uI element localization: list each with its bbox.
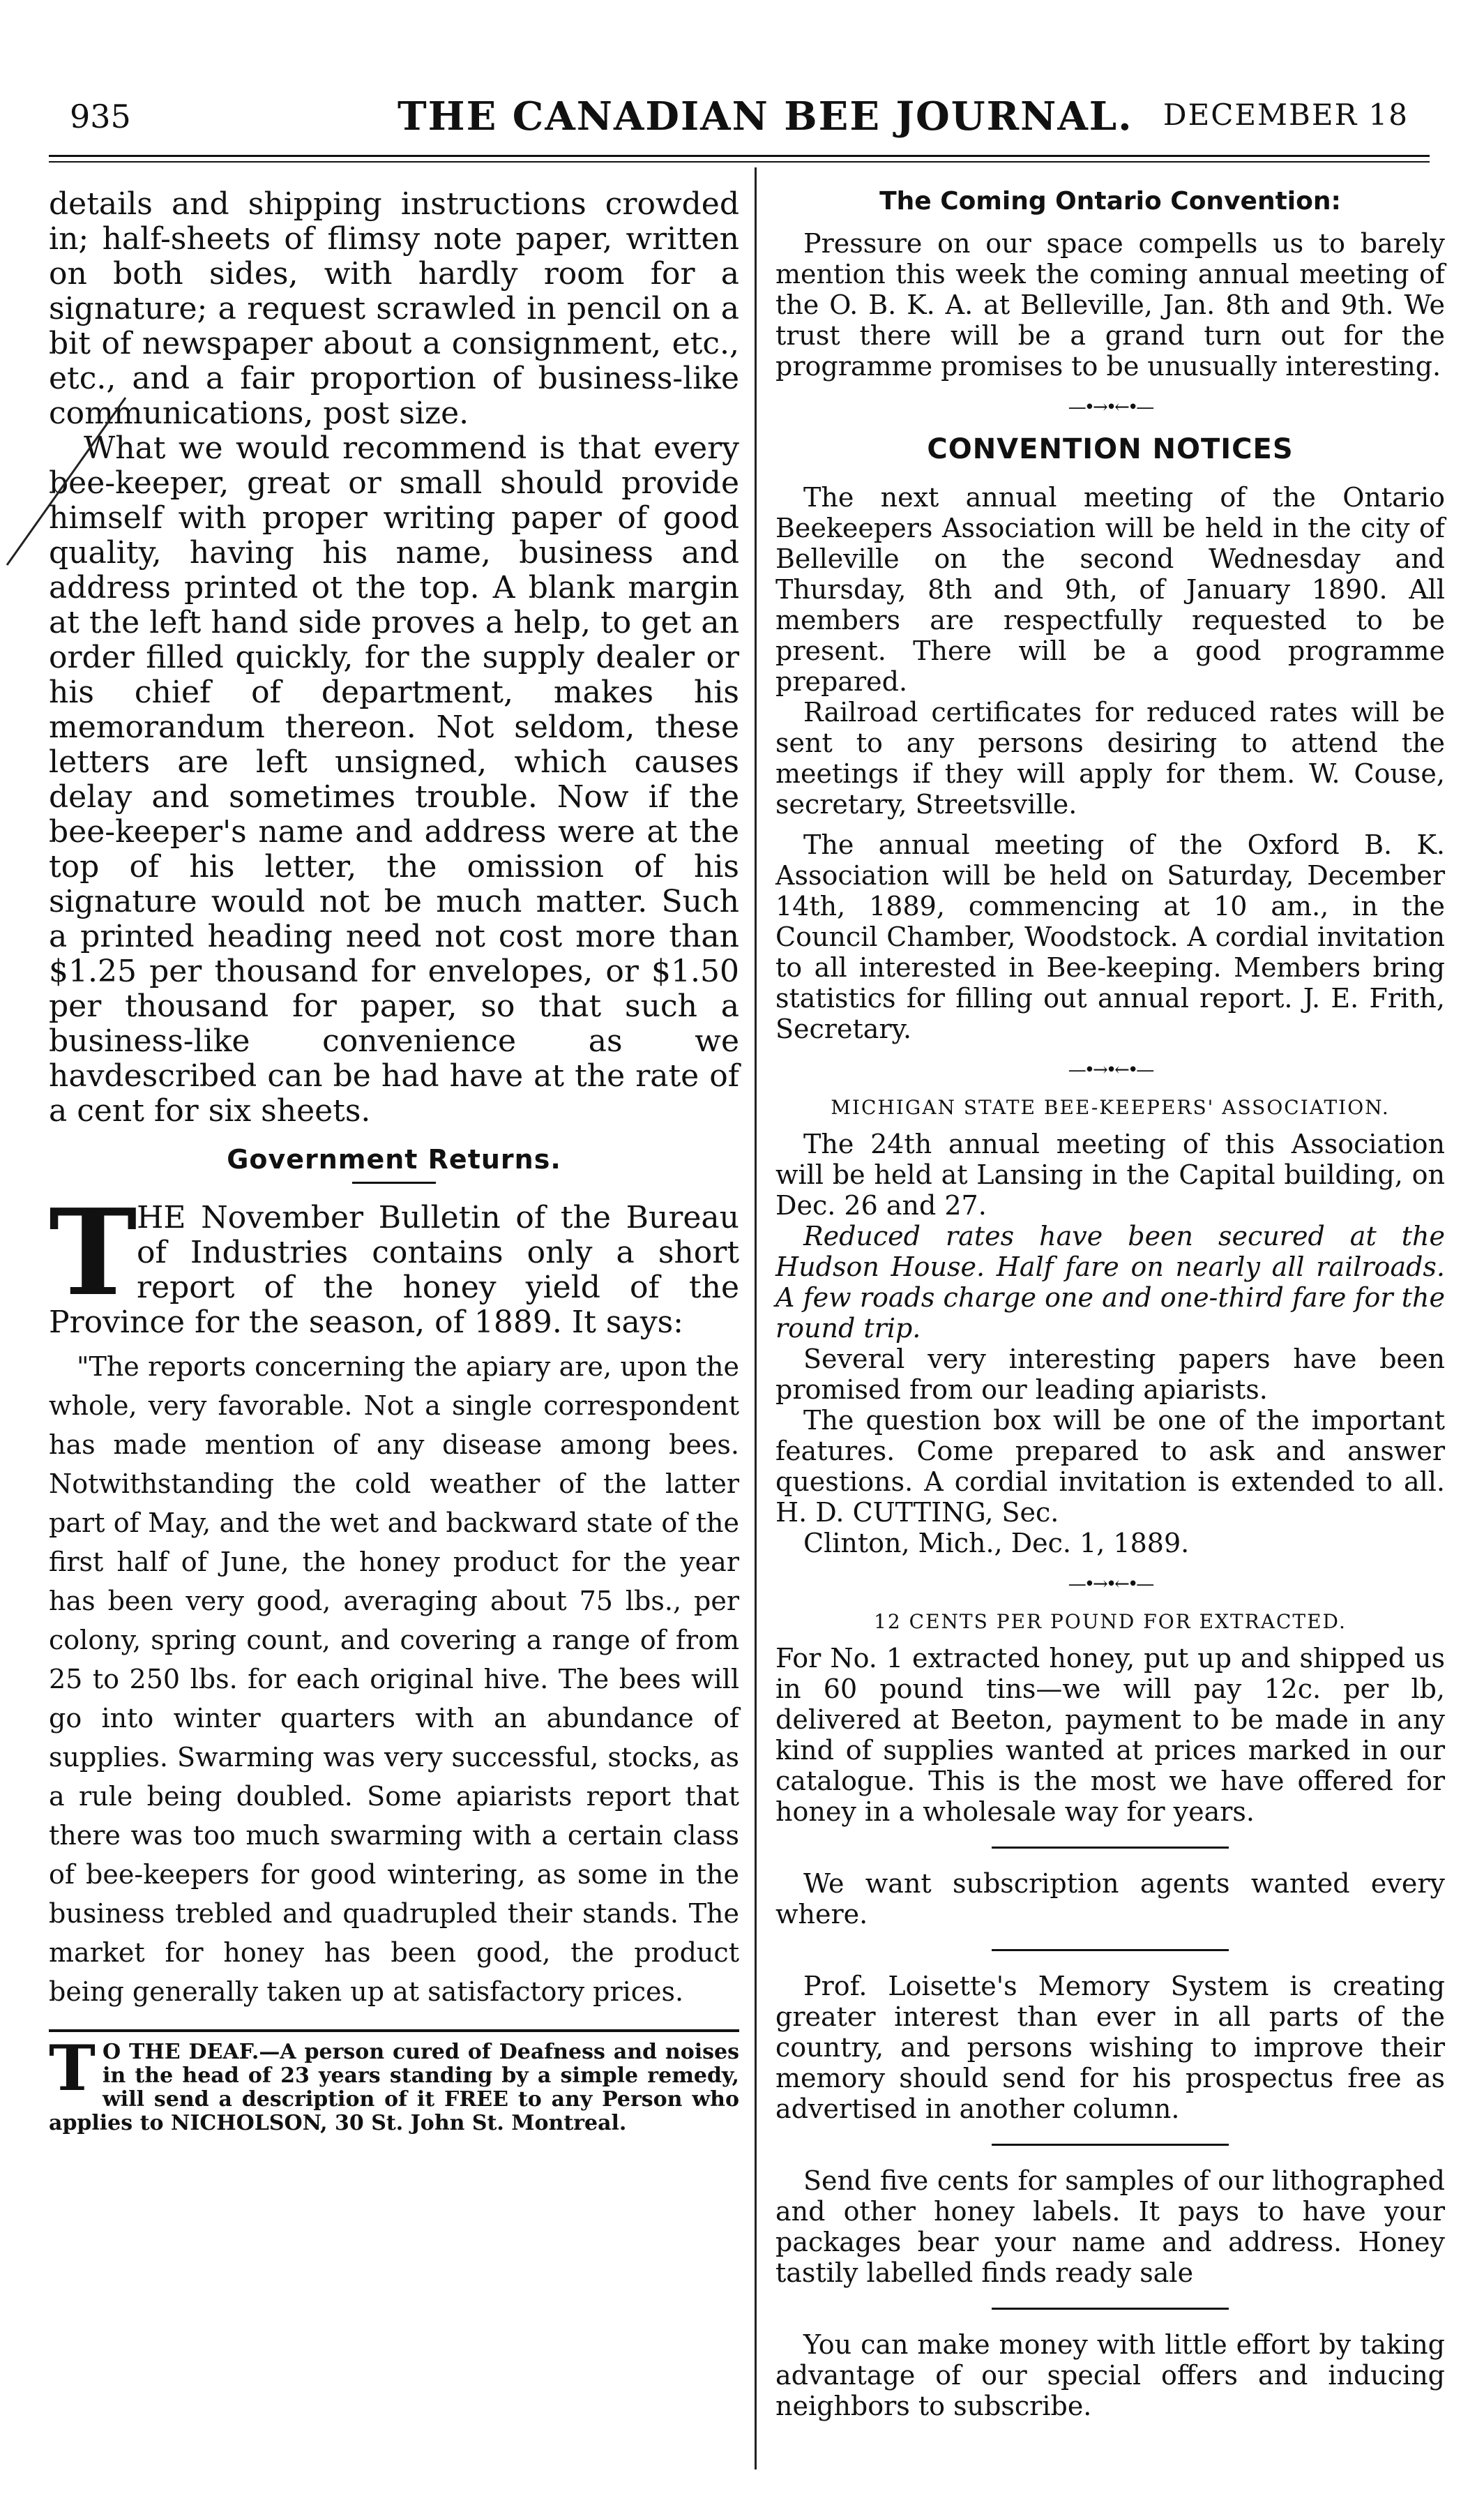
article-continuation: details and shipping instructions crowded in; half-sheets of flimsy note paper, written on both sides, with hardly room for a signature; a request scrawled in pencil on a bit of newspaper about a consignment, etc., etc., and a fair proportion of business-like communications, post size. [49, 186, 739, 431]
ornamental-rule: —•→•←•— [1068, 1060, 1153, 1081]
money-notice: You can make money with little effort by taking advantage of our special offers and inducing neighbors to subscribe. [775, 2329, 1445, 2421]
ornamental-rule: —•→•←•— [1068, 397, 1153, 418]
deaf-advert [49, 2031, 739, 2135]
michigan-meeting: The 24th annual meeting of this Association will be held at Lansing in the Capital building, on Dec. 26 and 27. [775, 1129, 1445, 1221]
notice-railroad: Railroad certificates for reduced rates will be sent to any persons desiring to attend the meetings if they will apply for them. W. Couse, secretary, Streetsville. [775, 697, 1445, 820]
notice-ontario: The next annual meeting of the Ontario Beekeepers Association will be held in the city of Belleville on the second Wednesday and Thursday, 8th and 9th, of January 1890. All members are respectfully requested to be present. There will be a good programme prepared. [775, 482, 1445, 697]
government-returns-intro: HE November Bulletin of the Bureau of Industries contains only a short report of the honey yield of the Province for the season, of 1889. It says: [49, 1200, 739, 1340]
michigan-question-box: The question box will be one of the important features. Come prepared to ask and answer questions. A cordial invitation is extended to all. H. D. CUTTING, Sec. [775, 1405, 1445, 1528]
extracted-offer: For No. 1 extracted honey, put up and shipped us in 60 pound tins—we will pay 12c. per lb, delivered at Beeton, payment to be made in any kind of supplies wanted at prices marked in our catalogue. This is the most we have offered for honey in a wholesale way for years. [775, 1643, 1445, 1827]
loisette-notice: Prof. Loisette's Memory System is creating greater interest than ever in all parts of the country, and persons wishing to improve their memory should send for his prospectus free as advertised in another column. [775, 1971, 1445, 2124]
labels-notice: Send five cents for samples of our lithographed and other honey labels. It pays to have your packages bear your name and address. Honey tastily labelled finds ready sale [775, 2165, 1445, 2288]
agents-notice: We want subscription agents wanted every where. [775, 1868, 1445, 1930]
advert-drop-cap: T [49, 2031, 96, 2105]
pencil-mark [0, 391, 139, 572]
notice-rule [992, 2308, 1229, 2310]
journal-title: THE CANADIAN BEE JOURNAL. [397, 93, 1133, 140]
column-divider [755, 167, 757, 2469]
michigan-papers: Several very interesting papers have been promised from our leading apiarists. [775, 1344, 1445, 1405]
deaf-advert-text: O THE DEAF.—A person cured of Deafness and noises in the head of 23 years standing by a simple remedy, will send a description of it FREE to any Person who applies to NICHOLSON, 30 St. John St. Montreal. [49, 2040, 739, 2135]
ornamental-rule: —•→•←•— [1068, 1574, 1153, 1595]
left-column [49, 187, 739, 2135]
government-returns-article [49, 1183, 739, 2011]
michigan-signature: Clinton, Mich., Dec. 1, 1889. [803, 1528, 1190, 1558]
michigan-title: MICHIGAN STATE BEE-KEEPERS' ASSOCIATION. [831, 1096, 1390, 1119]
section-rule [352, 1182, 436, 1184]
government-returns-title: Government Returns. [227, 1144, 561, 1175]
ontario-convention-title: The Coming Ontario Convention: [879, 187, 1341, 216]
drop-cap: T [49, 1183, 137, 1323]
page-header [49, 93, 1430, 153]
advert-rule [49, 2029, 739, 2032]
article-recommendation: What we would recommend is that every bee-keeper, great or small should provide himself with proper writing paper of good quality, having his name, business and address printed ot the top. A blank margin at the left hand side proves a help, to get an order filled quickly, for the supply dealer or his chief of department, makes his memorandum thereon. Not seldom, these letters are left unsigned, which causes delay and sometimes trouble. Now if the bee-keeper's name and address were at the top of his letter, the omission of his signature would not be much matter. Such a printed heading need not cost more than $1.25 per thousand for envelopes, or $1.50 per thousand for paper, so that such a business-like convenience as we havdescribed can be had have at the rate of a cent for six sheets. [49, 430, 739, 1129]
government-returns-quote: "The reports concerning the apiary are, upon the whole, very favorable. Not a single correspondent has made mention of any disease among bees. Notwithstanding the cold weather of the latter part of May, and the wet and backward state of the first half of June, the honey product for the year has been very good, averaging about 75 lbs., per colony, spring count, and covering a range of from 25 to 250 lbs. for each original hive. The bees will go into winter quarters with an abundance of supplies. Swarming was very successful, stocks, as a rule being doubled. Some apiarists report that there was too much swarming with a certain class of bee-keepers for good wintering, as some in the business trebled and quadrupled their stands. The market for honey has been good, the product being generally taken up at satisfactory prices. [49, 1351, 739, 2007]
notice-rule [992, 2144, 1229, 2146]
michigan-rates: Reduced rates have been secured at the Hudson House. Half fare on nearly all railroads. A few roads charge one and one-third fare for the round trip. [775, 1221, 1445, 1344]
convention-notices-title: CONVENTION NOTICES [927, 433, 1294, 465]
ontario-convention-text: Pressure on our space compells us to barely mention this week the coming annual meeting of the O. B. K. A. at Belleville, Jan. 8th and 9th. We trust there will be a grand turn out for the programme promises to be unusually interesting. [775, 228, 1445, 382]
notice-rule [992, 1949, 1229, 1951]
notice-oxford: The annual meeting of the Oxford B. K. Association will be held on Saturday, December 14th, 1889, commencing at 10 am., in the Council Chamber, Woodstock. A cordial invitation to all interested in Bee-keeping. Members bring statistics for filling out annual report. J. E. Frith, Secretary. [775, 829, 1445, 1044]
header-rule [49, 155, 1430, 163]
issue-date: DECEMBER 18 [1163, 98, 1409, 132]
notice-rule [992, 1847, 1229, 1849]
page-number: 935 [70, 98, 131, 135]
extracted-title: 12 CENTS PER POUND FOR EXTRACTED. [874, 1610, 1347, 1633]
right-column [775, 187, 1445, 2421]
